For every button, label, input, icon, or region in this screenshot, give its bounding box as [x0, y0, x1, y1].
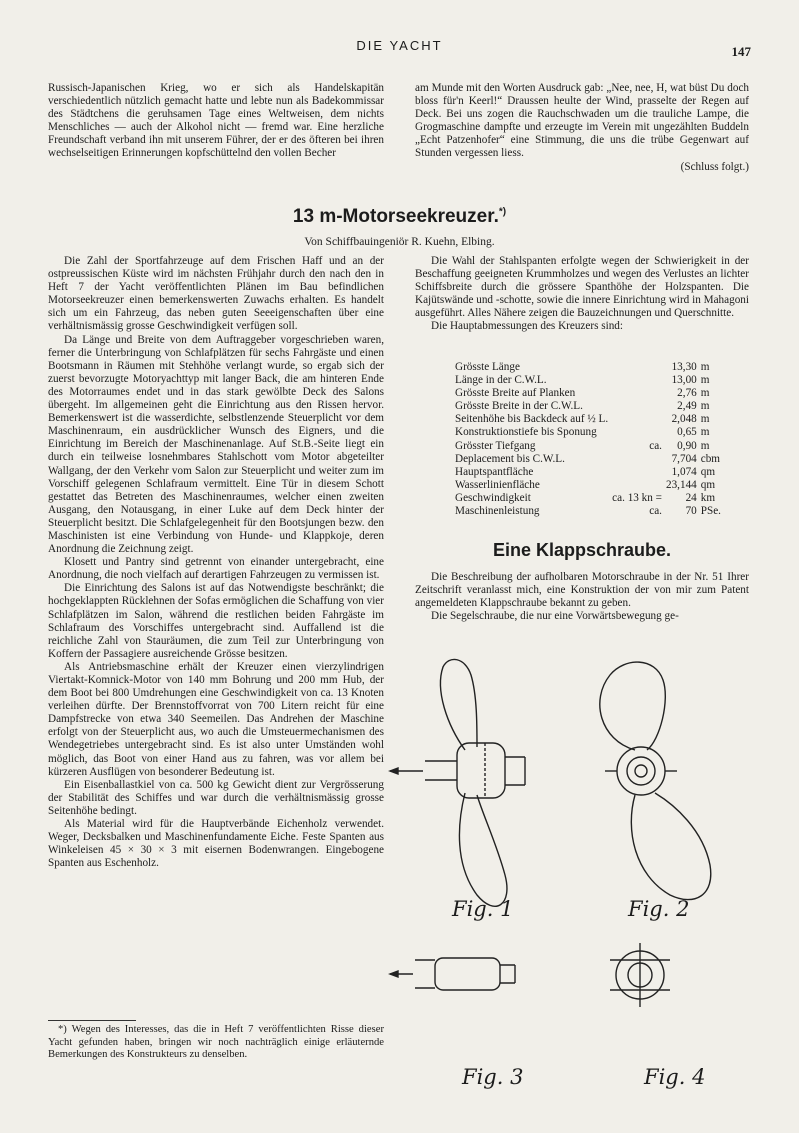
dimension-row: [453, 374, 723, 387]
dimension-unit: m: [700, 400, 710, 413]
dimension-unit: PSe.: [700, 505, 721, 518]
dimension-qualifier: [610, 361, 664, 374]
left-column-paragraph: Als Material wird für die Hauptverbände Eichenholz verwendet. Weger, Decksbalken und Maschinenfundamente Eiche. Feste Spanten aus Winkeleisen 45 × 30 × 3 mit eisernen Bodenwrangen. Eingebogene Spanten aus Eschenholz.: [48, 818, 384, 870]
left-column-paragraph: Ein Eisenballastkiel von ca. 500 kg Gewicht dient zur Vergrösserung der Stabilität des Schiffes und war durch die verhältnismässig grosse Seitenhöhe bedingt.: [48, 778, 384, 817]
page-number: 147: [731, 44, 751, 59]
dimension-qualifier: [610, 400, 664, 413]
figure-2-caption: Fig. 2: [628, 897, 690, 921]
dimension-qualifier: [610, 413, 664, 426]
prev-article-left-column: [48, 82, 384, 161]
dimension-qualifier: ca. 13 kn =: [612, 491, 662, 504]
dimension-row: [453, 466, 723, 479]
dimension-value: 0,65: [677, 426, 697, 439]
dimension-row: [453, 479, 723, 492]
article-left-column: [48, 255, 384, 870]
dimension-value: 13,00: [671, 374, 697, 387]
left-column-paragraph: Die Einrichtung des Salons ist auf das Notwendigste beschränkt; die hochgeklappten Rücklehnen der Sofas ermöglichen die Schaffung von vier Schlafplätzen im Salon, während die restlichen beiden Fahrgäste im Schlafraum des Vorschiffes untergebracht sind. Auffallend ist die reichliche Zahl von Stauräumen, die zum Teil zur Unterbringung von Koffern der Passagiere ausreichende Grösse besitzen.: [48, 582, 384, 660]
propeller-figures: [385, 655, 755, 1095]
dimension-qualifier: ca.: [649, 439, 662, 452]
dimension-row: [453, 413, 723, 426]
left-column-paragraph: Da Länge und Breite von dem Auftraggeber vorgeschrieben waren, ferner die Unterbringung von Schlafplätzen für sechs Fahrgäste und einen Bootsmann in Räumen mit Stehhöhe verlangt wurde, so ergab sich der zuerst bevorzugte Motoryachttyp mit langer Back, die am hinteren Ende des Motorraumes endet und in das stark gewölbte Deck des Salons übergeht. Im allgemeinen geht die Einrichtung aus den Rissen hervor. Bemerkenswert ist die wasserdichte, selbstlenzende Steuerplicht vor dem Maschinenraum, ein ausdrücklicher Wunsch des Eigners, und die Einrichtung im Bereich der Maschinenanlage. Auf St.B.-Seite liegt ein durch ein teilweise losnehmbares Stahlschott vom Motor abgeteilter Wallgang, der den Verkehr vom Salon zur Steuerplicht und weiter zum im Vorschiff gelegenen Schlafraum vermittelt. Eine Tür in diesem Schott gestattet das Betreten des Maschinenraumes, welcher einen zweiten Ausgang, den Notausgang, in einer Luke auf dem Deck hinter der Steuerplicht besitzt. Die Schlafgelegenheit für den Bootsjungen bezw. den Maschinisten ist eine Verbindung von Hunde- und Klappkoje, deren Anordnung die Zeichnung zeigt.: [48, 333, 384, 556]
left-column-paragraph: Als Antriebsmaschine erhält der Kreuzer einen vierzylindrigen Viertakt-Komnick-Motor von 140 mm Bohrung und 200 mm Hub, der dem Boot bei 800 Umdrehungen eine Geschwindigkeit von ca. 13 Knoten verleihen dürfte. Der Brennstoffvorrat von 700 Litern reicht für eine Dampfstrecke von etwa 340 Seemeilen. Das Andrehen der Maschine erfolgt von der Steuerplicht aus, wo auch die Umsteuermechanismen des Wendegetriebes untergebracht sind. Es ist also unter Umständen wohl möglich, das Boot von einer Hand aus zu fahren, was vor allem bei kürzeren Ausflügen von besonderer Bedeutung ist.: [48, 660, 384, 778]
dimension-value: 24: [685, 491, 697, 504]
dimension-unit: km: [700, 491, 716, 504]
article-title-text: 13 m-Motorseekreuzer.: [292, 206, 499, 227]
dimension-value: 70: [685, 505, 697, 518]
dimension-label: Länge in der C.W.L.: [455, 374, 547, 387]
article2-title: Eine Klappschraube.: [492, 540, 672, 560]
footnote-text: Wegen des Interesses, das die in Heft 7 veröffentlichten Risse dieser Yacht gefunden haben, bringen wir noch nachträglich einige erläuternde Bemerkungen des Konstrukteurs zu denselben.: [48, 1024, 384, 1060]
article-right-column: [415, 255, 749, 334]
dimension-row: [453, 387, 723, 400]
footnote-rule: [48, 1020, 136, 1021]
dimension-row: [453, 492, 723, 505]
article2-paragraph: Die Segelschraube, die nur eine Vorwärtsbewegung ge-: [431, 610, 679, 623]
dimension-label: Wasserlinienfläche: [455, 478, 540, 491]
dimension-qualifier: [610, 426, 664, 439]
prev-article-text-left: Russisch-Japanischen Krieg, wo er sich als Handelskapitän verschiedentlich nützlich gemacht hatte und lebte nun als Badekommissar des Städtchens die geruhsamen Tage eines Weltweisen, dem nichts Menschliches — auch der Alkohol nicht — fremd war. Eine herzliche Freundschaft verband ihn mit unserem Führer, der er des öfteren bei ihren wechselseitigen Erinnerungen kopfschüttelnd den vollen Becher: [48, 82, 384, 160]
dimension-value: 0,90: [677, 439, 697, 452]
dimension-qualifier: ca.: [649, 505, 662, 518]
article2-body: [415, 571, 749, 623]
dimension-unit: cbm: [700, 452, 721, 465]
dimension-unit: m: [700, 361, 710, 373]
dimension-label: Grösster Tiefgang: [455, 439, 536, 452]
dimension-value: 2,76: [677, 387, 697, 400]
dimension-row: [453, 440, 723, 453]
figure-1-caption: Fig. 1: [452, 897, 514, 921]
figure-1-drawing: [390, 659, 525, 906]
dimension-unit: m: [700, 374, 710, 387]
dimensions-intro: Die Hauptabmessungen des Kreuzers sind:: [431, 320, 624, 333]
figure-2-drawing: [600, 662, 711, 900]
dimension-unit: m: [700, 413, 710, 426]
footnote-mark: *): [58, 1024, 67, 1035]
dimension-label: Konstruktionstiefe bis Sponung: [455, 426, 597, 439]
footnote: [48, 1024, 384, 1062]
figure-4-caption: Fig. 4: [644, 1065, 706, 1089]
dimension-value: 1,074: [671, 465, 697, 478]
dimension-unit: m: [700, 439, 710, 452]
dimension-label: Seitenhöhe bis Backdeck auf ½ L.: [455, 413, 609, 426]
left-column-paragraph: Die Zahl der Sportfahrzeuge auf dem Frischen Haff und an der ostpreussischen Küste wird im nächsten Frühjahr durch den nach den in Heft 7 der Yacht veröffentlichten Plänen im Bau befindlichen Motorseekreuzer einen bemerkenswerten Zuwachs erhalten. Es handelt sich um ein Fahrzeug, das neben guten Seeeigenschaften über eine verhältnismässig grosse Geschwindigkeit verfügen soll.: [48, 255, 384, 333]
article-byline: Von Schiffbauingeniör R. Kuehn, Elbing.: [304, 236, 495, 248]
dimension-value: 7,704: [671, 452, 697, 465]
dimension-value: 2,49: [677, 400, 697, 413]
prev-article-right-column: [415, 82, 749, 174]
dimension-qualifier: [610, 374, 664, 387]
dimension-unit: qm: [700, 465, 716, 478]
dimension-label: Grösste Länge: [455, 361, 520, 373]
right-column-paragraph: Die Wahl der Stahlspanten erfolgte wegen der Schwierigkeit in der Beschaffung geeigneten Krummholzes und wegen des Verlustes an lichter Schiffsbreite durch die grössere Spanthöhe der Holzspanten. Die Kajütswände und -schotte, sowie die innere Einrichtung wird in Mahagoni ausgeführt. Alles Nähere zeigen die Bauzeichnungen und Querschnitte.: [415, 255, 749, 320]
dimension-row: [453, 505, 723, 518]
prev-article-text-right: am Munde mit den Worten Ausdruck gab: „Nee, nee, H, wat büst Du doch bloss für'n Keerl!“ Draussen heulte der Wind, prasselte der Regen auf Deck. Bei uns zogen die Rauchschwaden um die trauliche Lampe, die Grogmaschine dampfte und erzeugte im Verein mit ungezählten Buddeln „Echt Patzenhofer“ eine Stimmung, die uns die trübe Gegenwart auf Stunden vergessen liess.: [415, 82, 749, 160]
article-title: [0, 206, 799, 228]
dimension-qualifier: [610, 479, 664, 492]
figure-3-drawing: [390, 958, 515, 990]
figure-3-caption: Fig. 3: [462, 1065, 524, 1089]
article2-paragraph: Die Beschreibung der aufholbaren Motorschraube in der Nr. 51 Ihrer Zeitschrift veranlasst mich, eine Konstruktion der von mir zum Patent angemeldeten Klappschraube bekannt zu geben.: [415, 571, 749, 610]
left-column-paragraph: Klosett und Pantry sind getrennt von einander untergebracht, eine Anordnung, die noch vielfach auf derartigen Fahrzeugen zu vermissen ist.: [48, 556, 384, 582]
dimension-value: 2,048: [671, 413, 697, 426]
dimension-qualifier: [610, 466, 664, 479]
dimension-row: [453, 400, 723, 413]
dimension-unit: m: [700, 387, 710, 400]
dimension-value: 23,144: [665, 478, 697, 491]
dimension-row: [453, 426, 723, 439]
dimension-label: Maschinenleistung: [455, 505, 540, 518]
dimension-label: Geschwindigkeit: [455, 491, 531, 504]
figure-4-drawing: [610, 943, 670, 1007]
dimension-label: Grösste Breite auf Planken: [455, 387, 576, 400]
dimension-unit: qm: [700, 478, 716, 491]
running-header: DIE YACHT: [356, 38, 443, 53]
dimension-qualifier: [610, 453, 664, 466]
dimension-label: Hauptspantfläche: [455, 465, 534, 478]
prev-article-end-note: (Schluss folgt.): [680, 160, 749, 173]
dimensions-table: [453, 361, 723, 518]
article-title-footnote-mark: *): [498, 206, 507, 218]
dimension-row: [453, 361, 723, 374]
dimension-unit: m: [700, 426, 710, 439]
dimension-label: Deplacement bis C.W.L.: [455, 452, 565, 465]
dimension-value: 13,30: [671, 361, 697, 373]
dimension-row: [453, 453, 723, 466]
dimension-label: Grösste Breite in der C.W.L.: [455, 400, 583, 413]
dimension-qualifier: [610, 387, 664, 400]
